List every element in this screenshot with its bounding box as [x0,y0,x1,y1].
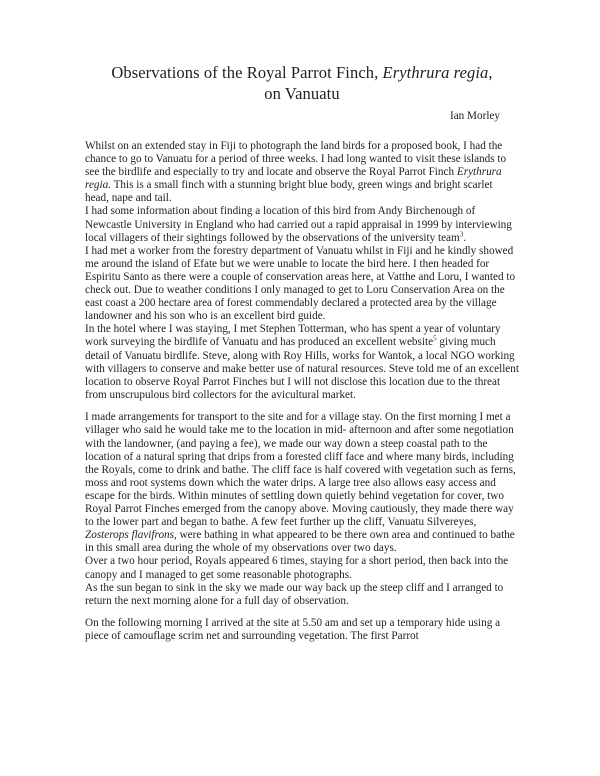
text-run: giving much detail of Vanuatu birdlife. Steve, along with Roy Hills, works for Wantok, a local NGO working with villagers to conserve and make better use of natural resources. Steve told me of an excellent location to observe Royal Parrot Finches but I will not disclose this location due to the threat from unscrupulous bird collectors for the avicultural market. [85,336,519,401]
paragraph [85,617,519,643]
paragraph [85,582,519,608]
title-text: Observations of the Royal Parrot Finch, [111,63,383,82]
text-run: In the hotel where I was staying, I met Stephen Totterman, who has spent a year of voluntary work surveying the birdlife of Vanuatu and has produced an excellent website [85,323,501,349]
species-name-italic: Zosterops flavifrons, [85,529,177,542]
paragraph [85,245,519,324]
paragraph [85,555,519,581]
author-byline: Ian Morley [449,110,500,122]
text-run: Whilst on an extended stay in Fiji to photograph the land birds for a proposed book, I had the chance to go to Vanuatu for a period of three weeks. I had long wanted to visit these islands to see the birdlife and especially to try and locate and observe the Royal Parrot Finch [85,140,507,179]
paragraph-spacer [85,608,519,618]
text-run: I made arrangements for transport to the site and for a village stay. On the first morning I met a villager who said he would take me to the location in mid- afternoon and after some negotiation with the landowner, (and paying a fee), we made our way down a steep coastal path to the location of a natural spring that drips from a forested cliff face and where many birds, including the Royals, come to drink and bathe. The cliff face is half covered with vegetation such as ferns, moss and root systems down which the water drips. A large tree also allows easy access and escape for the birds. Within minutes of settling down quietly behind vegetation for cover, two Royal Parrot Finches emerged from the canopy above. Moving cautiously, they made there way to the lower part and began to bathe. A few feet further up the cliff, Vanuatu Silvereyes, [85,411,516,529]
footnote-reference: 3 [459,229,464,238]
paragraph [85,411,519,555]
text-run: Over a two hour period, Royals appeared 6 times, staying for a short period, then back into the canopy and I managed to get some reasonable photographs. [85,555,509,581]
footnote-reference: 5 [433,334,437,343]
document-title [85,0,519,104]
text-run: On the following morning I arrived at the site at 5.50 am and set up a temporary hide using a piece of camouflage scrim net and surrounding vegetation. The first Parrot [85,617,501,643]
text-run: . [463,231,466,244]
paragraph [85,205,519,244]
species-name-italic: Erythrura regia. [85,166,502,192]
paragraph-spacer [85,402,519,412]
paragraph [85,140,519,205]
text-run: I had some information about finding a location of this bird from Andy Birchenough of Newcastle University in England who had carried out a rapid appraisal in 1999 by interviewing local villagers of their sightings followed by the observations of the university team [85,205,512,244]
text-run: As the sun began to sink in the sky we made our way back up the steep cliff and I arranged to return the next morning alone for a full day of observation. [85,581,504,607]
document-body [85,140,519,643]
paragraph [85,323,519,402]
title-line2: on Vanuatu [264,84,340,103]
text-run: were bathing in what appeared to be there own area and continued to bathe in this small area during the whole of my observations over two days. [85,529,515,555]
title-species-name-italic: Erythrura regia, [382,63,493,82]
page-content [85,0,519,643]
text-run: This is a small finch with a stunning bright blue body, green wings and bright scarlet head, nape and tail. [85,179,493,205]
text-run: I had met a worker from the forestry department of Vanuatu whilst in Fiji and he kindly showed me around the island of Efate but we were unable to locate the bird here. I then headed for Espiritu Santo as there were a couple of conservation areas here, at Vatthe and Loru, I wanted to check out. Due to weather conditions I only managed to get to Loru Conservation Area on the east coast a 200 hectare area of forest commendably declared a protected area by the village landowner and his son who is an excellent bird guide. [85,244,516,323]
